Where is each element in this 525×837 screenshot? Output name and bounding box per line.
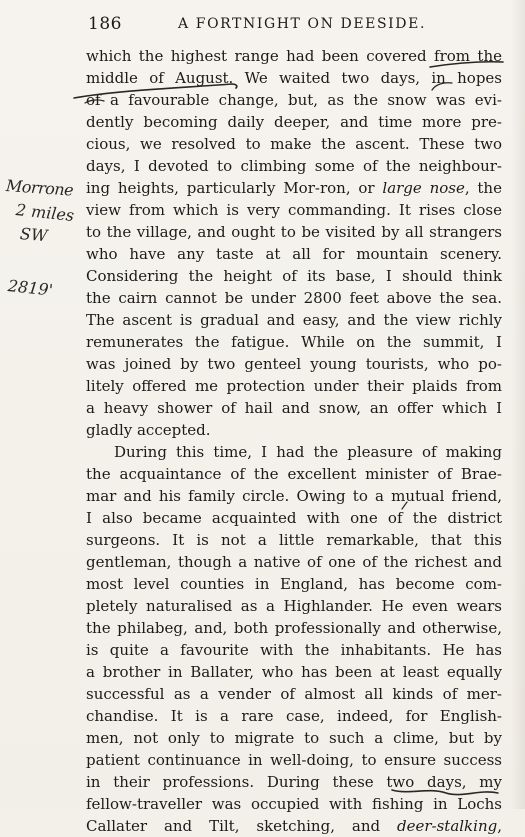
text-line: most level counties in England, has become com- — [86, 575, 502, 593]
text-line: the acquaintance of the excellent minister of Brae- — [86, 465, 502, 483]
text-line: ing heights, particularly Mor-ron, or large nose, the — [86, 179, 502, 197]
text-line: Callater and Tilt, sketching, and deer-stalking, — [86, 817, 502, 835]
text-line: the philabeg, and, both professionally and otherwise, — [86, 619, 502, 637]
handwritten-margin-notes — [0, 0, 90, 809]
text-line: fellow-traveller was occupied with fishing in Lochs — [86, 795, 502, 813]
text-line: Considering the height of its base, I should think — [86, 267, 502, 285]
text-line: a heavy shower of hail and snow, an offer which I — [86, 399, 502, 417]
text-line: to the village, and ought to be visited by all strangers — [86, 223, 502, 241]
text-line: was joined by two genteel young tourists, who po- — [86, 355, 502, 373]
text-line: of a favourable change, but, as the snow was evi- — [86, 91, 502, 109]
text-line: middle of August. We waited two days, in hopes — [86, 69, 502, 87]
page-number: 186 — [88, 14, 122, 34]
text-line: cious, we resolved to make the ascent. These two — [86, 135, 502, 153]
text-line: pletely naturalised as a Highlander. He even wears — [86, 597, 502, 615]
margin-note-distance: 2 miles — [15, 200, 76, 226]
text-line: a brother in Ballater, who has been at least equally — [86, 663, 502, 681]
text-line: successful as a vender of almost all kinds of mer- — [86, 685, 502, 703]
running-head: A FORTNIGHT ON DEESIDE. — [178, 16, 427, 32]
margin-note-direction: SW — [19, 224, 49, 246]
text-line: remunerates the fatigue. While on the summit, I — [86, 333, 502, 351]
text-line: days, I devoted to climbing some of the neighbour- — [86, 157, 502, 175]
text-line: men, not only to migrate to such a clime, but by — [86, 729, 502, 747]
body-text — [86, 45, 502, 837]
text-line: chandise. It is a rare case, indeed, for English- — [86, 707, 502, 725]
text-line: which the highest range had been covered from the — [86, 47, 502, 65]
text-line: view from which is very commanding. It rises close — [86, 201, 502, 219]
text-line: patient continuance in well-doing, to ensure success — [86, 751, 502, 769]
text-line: During this time, I had the pleasure of making — [114, 443, 502, 461]
page-header — [0, 0, 525, 40]
text-line: mar and his family circle. Owing to a mutual friend, — [86, 487, 502, 505]
text-line: dently becoming daily deeper, and time more pre- — [86, 113, 502, 131]
text-line: is quite a favourite with the inhabitants. He has — [86, 641, 502, 659]
text-line: The ascent is gradual and easy, and the view richly — [86, 311, 502, 329]
page-edge-shadow — [511, 0, 525, 809]
text-line: who have any taste at all for mountain scenery. — [86, 245, 502, 263]
text-line: litely offered me protection under their plaids from — [86, 377, 502, 395]
text-line: surgeons. It is not a little remarkable, that this — [86, 531, 502, 549]
text-line: gladly accepted. — [86, 421, 211, 439]
margin-note-height: 2819' — [7, 276, 54, 300]
text-line: I also became acquainted with one of the district — [86, 509, 502, 527]
text-line: the cairn cannot be under 2800 feet above the sea. — [86, 289, 502, 307]
text-line: gentleman, though a native of one of the richest and — [86, 553, 502, 571]
margin-note-morrone: Morrone — [5, 176, 74, 200]
text-line: in their professions. During these two days, my — [86, 773, 502, 791]
